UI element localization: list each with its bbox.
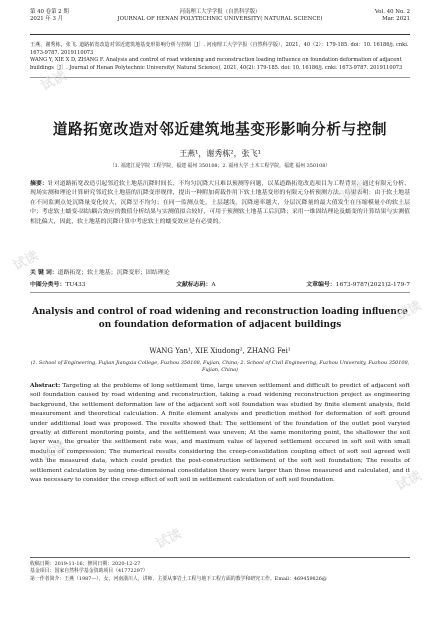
affiliations-en: (1. School of Engineering, Fujian Jiangxia College, Fuzhou 350108, Fujian, China; 2. School of Civil Engineering, Fuzhou University, Fuzhou 350108, Fujian, China) bbox=[30, 360, 410, 373]
keywords-cn-label: 关 键 词： bbox=[30, 270, 58, 276]
footnotes bbox=[30, 557, 410, 583]
abstract-en bbox=[30, 381, 410, 485]
abstract-en-text: Targeting at the problems of long settlement time, large uneven settlement and difficult to predict of adjacent soft soil foundation caused by road widening and reconstruction, taking a road widening reconstruction project as engineering background, the settlement deformation law of the adjacent soft soil foundation was studied by finite element analysis, field measurement and theoretical calculation. A finite element analysis and prediction method for deformation of soft ground under additional load was proposed. The results showed that: The settlement of the foundation of the outlet pool varyied greatly at different monitoring points, and the settlement was uneven; At the same monitoring point, the shallower the soil layer was, the greater the settlement rate was, and maximum value of layered settlement occured in soft soil with small modulus of compression; The numerical results considering the creep-consolidation coupling effect of soft soil agreed well with the measured data, which could predict the post-construction settlement of the soft soil foundation; The results of settlement calculation by using one-dimensional consolidation theory were larger than those measured and calculated, and it was necessary to consider the creep effect of soft soil in settlement calculation of soft soil foundation. bbox=[30, 383, 410, 484]
paper-title-en: Analysis and control of road widening and reconstruction loading influence on foundation deformation of adjacent buildings bbox=[32, 307, 408, 330]
volume-info bbox=[30, 9, 69, 23]
issue-date-en: Mar. 2021 bbox=[382, 16, 410, 23]
watermark: 试读 bbox=[38, 68, 69, 94]
received-date: 收稿日期：2019-11-16；修回日期：2020-12-27 bbox=[30, 561, 141, 567]
abstract-cn-text: 针对道路拓宽改造引起邻近软土地基沉降时间长、不均匀沉降大且难以预测等问题，以某道路拓宽改造项目为工程背景，通过有限元分析、现场实测和理论计算研究邻近软土地基的沉降变形规律，提出一种附加荷载作用下软土地基变形的有限元分析预测方法。结果表明：由于软土地基在不同监测点处沉降量变化较大，沉降呈不均匀；在同一监测点处，土层越浅，沉降速率越大，分层沉降量的最大值发生在压缩模量小的软土层中；考虑软土蠕变-固结耦合效应的数值分析结果与实测值拟合较好，可用于预测软土地基工后沉降；采用一维固结理论及蠕变的计算结果与实测值相比偏大，因此，软土地基的沉降计算中考虑软土的蠕变效应是有必要的。 bbox=[30, 181, 411, 225]
clc-value: TU433 bbox=[65, 282, 86, 288]
article-number-value: 1673-9787(2021)2-179-7 bbox=[335, 282, 410, 288]
document-code-label: 文献标志码： bbox=[176, 282, 212, 288]
authors-cn: 王燕¹，谢秀栋²，张飞¹ bbox=[179, 149, 261, 158]
document-code bbox=[176, 279, 216, 288]
clc-number bbox=[30, 279, 85, 288]
volume-issue: 第 40 卷第 2 期 bbox=[30, 9, 69, 15]
paper-title-cn: 道路拓宽改造对邻近建筑地基变形影响分析与控制 bbox=[52, 121, 388, 138]
clc-label: 中图分类号： bbox=[30, 282, 66, 288]
watermark: 试读 bbox=[38, 438, 69, 464]
keywords-cn-text: 道路拓宽；软土地基；沉降变形；固结理论 bbox=[57, 270, 170, 276]
volume-issue-en: Vol. 40 No. 2 bbox=[374, 9, 410, 15]
authors-en: WANG Yan¹, XIE Xiudong², ZHANG Fei¹ bbox=[149, 347, 291, 355]
citation-block bbox=[30, 42, 410, 78]
journal-name-cn: 河南理工大学学报（自然科学版） bbox=[179, 9, 261, 15]
citation-cn: 王燕，谢秀栋，张飞. 道路拓宽改造对邻近建筑地基变形影响分析与控制［J］. 河南理工大学学报（自然科学版），2021，40（2）：179-185. doi：10. 16186/j. cnki. 1673-9787. 2019110073 bbox=[30, 42, 409, 56]
document-code-value: A bbox=[211, 282, 216, 288]
author-bio: 第一作者简介：王燕（1987—），女，河南潢川人，讲师，主要从事岩土工程与地下工程方面的教学和研究工作。Email：469459826@ bbox=[30, 575, 327, 582]
journal-header bbox=[30, 9, 410, 35]
funding-info: 基金项目：国家自然科学基金资助项目（41772297） bbox=[30, 568, 148, 575]
volume-info-en bbox=[375, 9, 410, 23]
journal-name bbox=[90, 9, 350, 23]
keywords-cn bbox=[30, 267, 410, 276]
watermark: 试读 bbox=[338, 178, 369, 204]
journal-name-en: JOURNAL OF HENAN POLYTECHNIC UNIVERSITY( NATURAL SCIENCE) bbox=[117, 16, 323, 23]
issue-date: 2021 年 3 月 bbox=[30, 16, 64, 23]
classification-row bbox=[30, 279, 410, 293]
abstract-cn-label: 摘要： bbox=[30, 181, 48, 187]
affiliations-cn: （1. 福建江夏学院 工程学院，福建 福州 350108；2. 福州大学 土木工程学院，福建 福州 350108） bbox=[109, 163, 331, 169]
watermark: 试读 bbox=[153, 526, 184, 552]
watermark: 试读 bbox=[393, 298, 424, 324]
abstract-en-label: Abstract: bbox=[30, 382, 61, 389]
citation-en: WANG Y, XIE X D, ZHANG F. Analysis and control of road widening and reconstruction loading influence on foundation deformation of adjacent buildings［J］. Journal of Henan Polytechnic University( Natural Science), 2021, 40(2): 179-185. doi: 10. 16186/j. cnki. 1673-9787. 2019110073 bbox=[30, 57, 403, 71]
watermark: 试读 bbox=[393, 468, 424, 494]
article-number bbox=[306, 279, 410, 288]
watermark: 试读 bbox=[10, 248, 41, 274]
article-number-label: 文章编号： bbox=[306, 282, 336, 288]
